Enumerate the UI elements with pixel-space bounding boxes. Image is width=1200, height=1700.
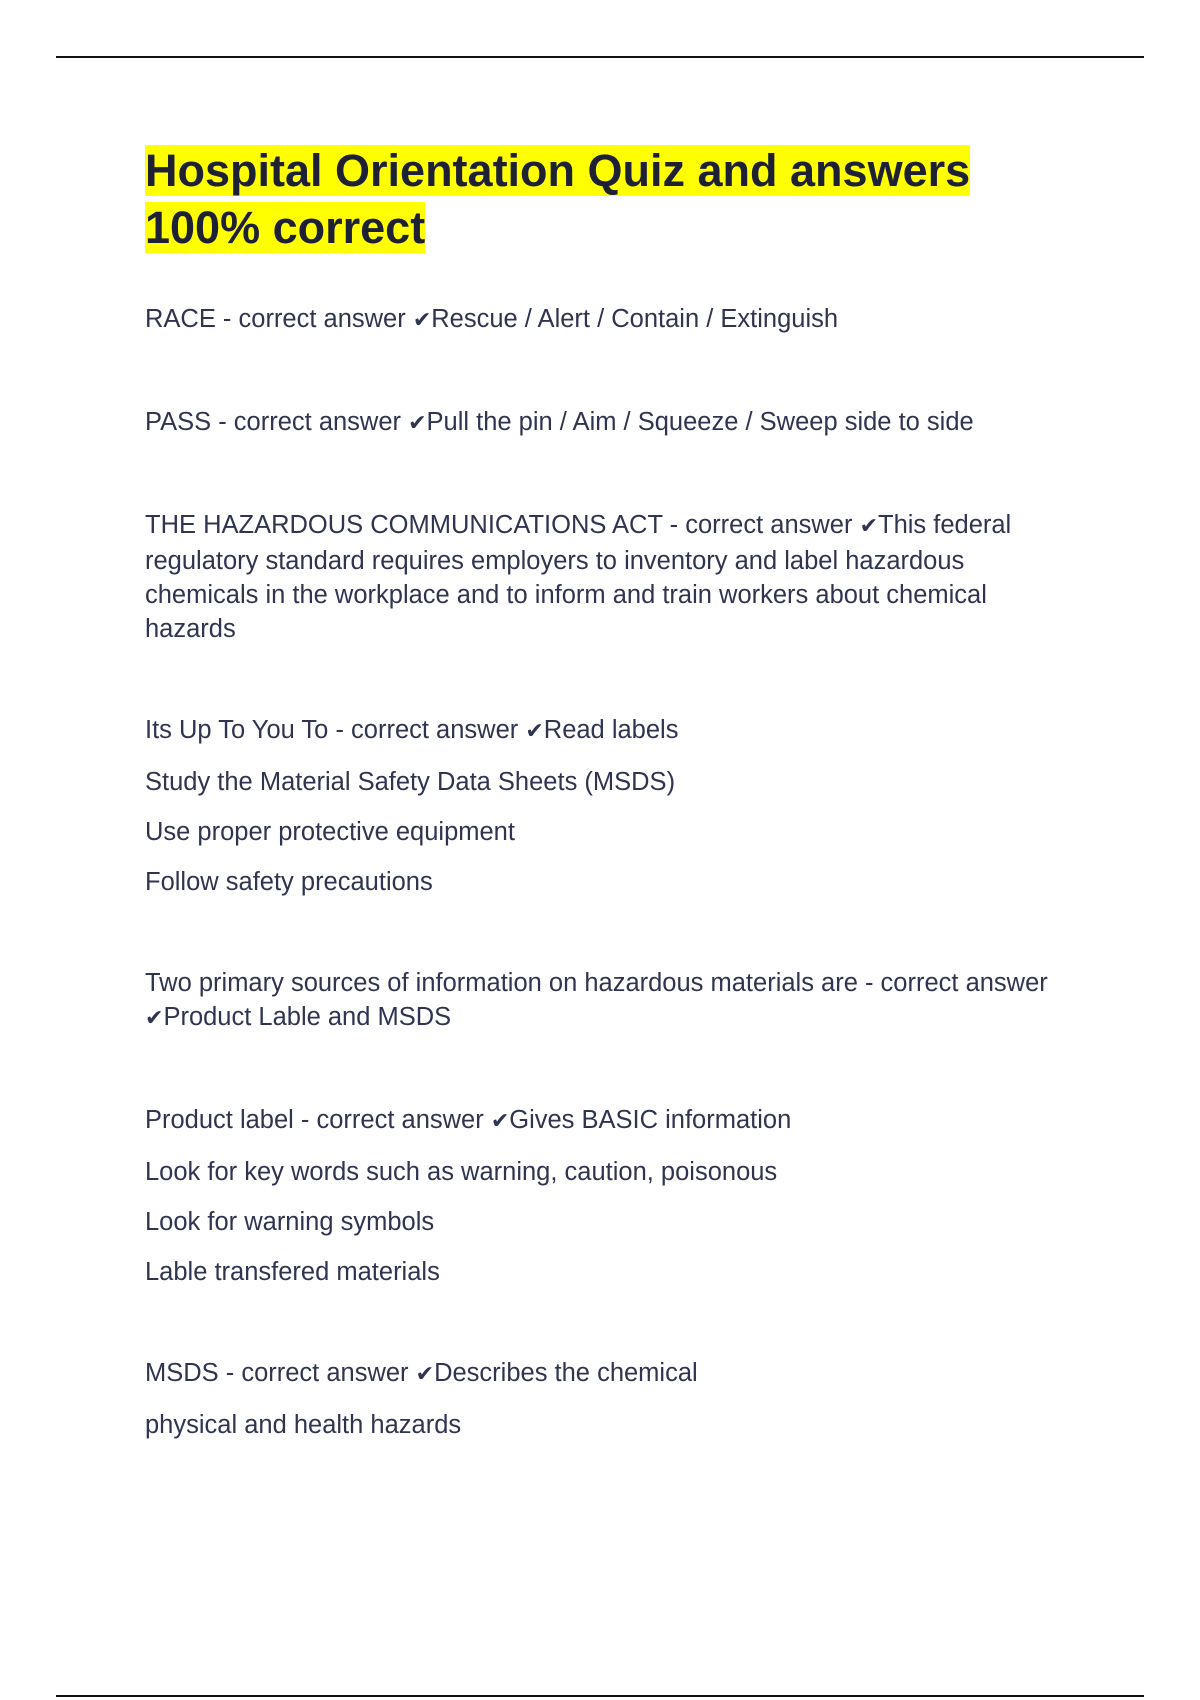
qa-entry-primary-sources (145, 966, 1075, 1036)
qa-entry-msds (145, 1356, 1075, 1392)
answer-text: This federal regulatory standard requires employers to inventory and label hazardous chemicals in the workplace and to inform and train workers about chemical hazards (145, 511, 1012, 643)
footer-rule (56, 1695, 1144, 1697)
answer-line: Follow safety precautions (145, 868, 433, 896)
qa-entry-race (145, 302, 1075, 338)
question-text: Product label - correct answer (145, 1106, 491, 1134)
question-text: Two primary sources of information on hazardous materials are - correct answer (145, 969, 1048, 997)
answer-text: Read labels (543, 716, 679, 744)
qa-entry-hazardous-communications-act (145, 508, 1075, 646)
question-text: MSDS - correct answer (145, 1359, 416, 1387)
answer-text: Describes the chemical (434, 1359, 698, 1387)
answer-line: Lable transfered materials (145, 1258, 440, 1286)
checkmark-icon: ✔ (145, 1006, 164, 1031)
answer-text: Gives BASIC information (509, 1106, 792, 1134)
checkmark-icon: ✔ (415, 1362, 435, 1387)
answer-line: physical and health hazards (145, 1411, 462, 1439)
qa-entry-its-up-to-you (145, 713, 1075, 749)
checkmark-icon: ✔ (412, 308, 432, 333)
checkmark-icon: ✔ (525, 719, 544, 744)
answer-text: Product Lable and MSDS (163, 1003, 452, 1031)
checkmark-icon: ✔ (408, 411, 427, 436)
question-text: RACE - correct answer (145, 305, 413, 333)
question-text: Its Up To You To - correct answer (145, 716, 526, 744)
answer-line: Look for key words such as warning, caution, poisonous (145, 1158, 778, 1186)
checkmark-icon: ✔ (490, 1109, 510, 1134)
qa-entry-product-label (145, 1103, 1075, 1139)
header-rule (56, 56, 1144, 58)
answer-text: Rescue / Alert / Contain / Extinguish (431, 305, 839, 333)
answer-line: Look for warning symbols (145, 1208, 435, 1236)
question-text: PASS - correct answer (145, 408, 409, 436)
answer-line: Study the Material Safety Data Sheets (MSDS) (145, 768, 676, 796)
question-text: THE HAZARDOUS COMMUNICATIONS ACT - correct answer (145, 511, 860, 539)
checkmark-icon: ✔ (859, 514, 878, 539)
qa-entry-pass (145, 405, 1075, 441)
document-title (145, 142, 1075, 256)
answer-line: Use proper protective equipment (145, 818, 515, 846)
answer-text: Pull the pin / Aim / Squeeze / Sweep side to side (426, 408, 974, 436)
document-body (145, 142, 1075, 1442)
title-highlight: Hospital Orientation Quiz and answers 100% correct (145, 145, 971, 253)
